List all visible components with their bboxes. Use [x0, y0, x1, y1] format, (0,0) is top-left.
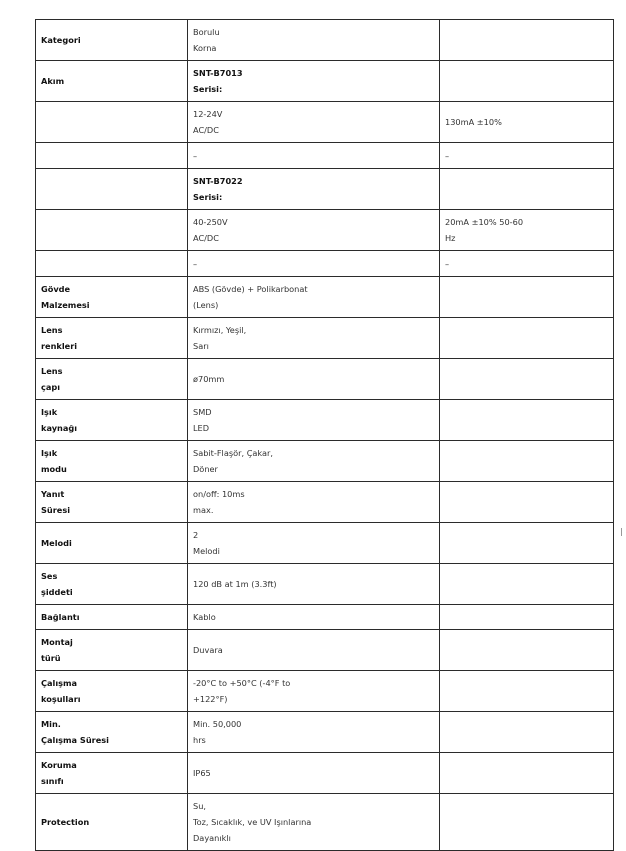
spec-value-cell — [188, 482, 440, 523]
spec-extra-cell — [440, 794, 614, 851]
table-row — [36, 794, 614, 851]
spec-label-cell — [36, 523, 188, 564]
spec-label-text: Montaj — [41, 637, 73, 647]
spec-value-text: Serisi: — [193, 192, 223, 202]
spec-value-text: Kırmızı, Yeşil, — [193, 325, 247, 335]
spec-label-cell — [36, 20, 188, 61]
spec-label-text: Çalışma Süresi — [41, 735, 109, 745]
spec-extra-cell — [440, 523, 614, 564]
spec-extra-cell — [440, 169, 614, 210]
spec-value-text: 2 — [193, 530, 199, 540]
table-row — [36, 441, 614, 482]
spec-value-cell — [188, 20, 440, 61]
spec-label-text: Lens — [41, 325, 63, 335]
spec-value-text: – — [193, 258, 198, 269]
spec-value-cell — [188, 251, 440, 277]
spec-extra-cell — [440, 753, 614, 794]
spec-extra-cell — [440, 712, 614, 753]
spec-label-cell — [36, 143, 188, 169]
spec-value-text: Su, — [193, 801, 206, 811]
spec-extra-text: – — [445, 258, 450, 269]
spec-value-cell — [188, 102, 440, 143]
spec-value-cell — [188, 630, 440, 671]
table-row — [36, 61, 614, 102]
spec-value-text: ø70mm — [193, 374, 225, 384]
spec-value-text: 120 dB at 1m (3.3ft) — [193, 579, 277, 589]
spec-value-cell — [188, 61, 440, 102]
spec-value-text: SNT-B7022 — [193, 176, 243, 186]
spec-value-cell — [188, 359, 440, 400]
table-row — [36, 712, 614, 753]
spec-label-cell — [36, 753, 188, 794]
spec-value-text: AC/DC — [193, 233, 219, 243]
table-row — [36, 482, 614, 523]
spec-extra-text: 130mA ±10% — [445, 117, 502, 127]
spec-value-cell — [188, 712, 440, 753]
table-row — [36, 671, 614, 712]
spec-value-cell — [188, 277, 440, 318]
spec-value-cell — [188, 400, 440, 441]
spec-value-text: SNT-B7013 — [193, 68, 243, 78]
spec-label-text: modu — [41, 464, 67, 474]
spec-value-cell — [188, 523, 440, 564]
table-row — [36, 143, 614, 169]
spec-label-text: Koruma — [41, 760, 77, 770]
table-row — [36, 169, 614, 210]
table-row — [36, 359, 614, 400]
spec-extra-cell — [440, 102, 614, 143]
spec-value-text: Dayanıklı — [193, 833, 231, 843]
spec-label-text: Lens — [41, 366, 63, 376]
spec-value-cell — [188, 753, 440, 794]
spec-label-cell — [36, 359, 188, 400]
spec-extra-cell — [440, 277, 614, 318]
spec-label-text: Yanıt — [41, 489, 65, 499]
spec-value-text: Sarı — [193, 341, 209, 351]
spec-label-text: şiddeti — [41, 587, 73, 597]
spec-label-text: Kategori — [41, 35, 81, 45]
spec-extra-cell — [440, 61, 614, 102]
spec-extra-cell — [440, 210, 614, 251]
spec-value-cell — [188, 564, 440, 605]
spec-value-text: Toz, Sıcaklık, ve UV Işınlarına — [193, 817, 312, 827]
table-row — [36, 564, 614, 605]
spec-label-cell — [36, 630, 188, 671]
table-row — [36, 102, 614, 143]
spec-value-cell — [188, 143, 440, 169]
spec-value-cell — [188, 210, 440, 251]
table-row — [36, 251, 614, 277]
spec-label-text: Malzemesi — [41, 300, 90, 310]
spec-value-text: Borulu — [193, 27, 220, 37]
spec-value-text: 12-24V — [193, 109, 223, 119]
spec-label-cell — [36, 712, 188, 753]
spec-extra-cell — [440, 564, 614, 605]
spec-label-cell — [36, 277, 188, 318]
table-row — [36, 210, 614, 251]
spec-label-cell — [36, 794, 188, 851]
spec-table — [35, 19, 614, 851]
spec-label-cell — [36, 318, 188, 359]
table-row — [36, 20, 614, 61]
spec-value-text: on/off: 10ms — [193, 489, 245, 499]
spec-extra-text: – — [445, 150, 450, 161]
spec-label-text: Bağlantı — [41, 612, 80, 622]
spec-value-text: AC/DC — [193, 125, 219, 135]
spec-label-text: kaynağı — [41, 423, 78, 433]
spec-label-text: sınıfı — [41, 776, 64, 786]
spec-label-text: türü — [41, 653, 61, 663]
spec-value-text: ABS (Gövde) + Polikarbonat — [193, 284, 308, 294]
spec-label-cell — [36, 400, 188, 441]
spec-value-text: Melodi — [193, 546, 220, 556]
spec-extra-text: Hz — [445, 233, 456, 243]
spec-label-text: Işık — [41, 407, 58, 417]
spec-value-text: – — [193, 150, 198, 161]
spec-extra-cell — [440, 318, 614, 359]
spec-label-text: Gövde — [41, 284, 71, 294]
table-row — [36, 277, 614, 318]
spec-value-text: Sabit-Flaşör, Çakar, — [193, 448, 274, 458]
spec-label-cell — [36, 169, 188, 210]
spec-value-text: Min. 50,000 — [193, 719, 242, 729]
spec-label-text: renkleri — [41, 341, 78, 351]
spec-value-text: hrs — [193, 735, 206, 745]
spec-extra-cell — [440, 143, 614, 169]
spec-label-cell — [36, 210, 188, 251]
table-row — [36, 753, 614, 794]
spec-extra-text: 20mA ±10% 50-60 — [445, 217, 524, 227]
spec-label-text: Protection — [41, 817, 90, 827]
table-row — [36, 400, 614, 441]
spec-value-text: -20°C to +50°C (-4°F to — [193, 678, 291, 688]
spec-value-text: Serisi: — [193, 84, 223, 94]
table-row — [36, 523, 614, 564]
spec-extra-cell — [440, 671, 614, 712]
spec-value-text: +122°F) — [193, 694, 228, 704]
spec-label-cell — [36, 102, 188, 143]
spec-extra-cell — [440, 359, 614, 400]
spec-value-text: Duvara — [193, 645, 223, 655]
spec-extra-cell — [440, 605, 614, 630]
spec-extra-cell — [440, 251, 614, 277]
spec-label-cell — [36, 564, 188, 605]
spec-label-text: Işık — [41, 448, 58, 458]
spec-value-cell — [188, 794, 440, 851]
spec-label-cell — [36, 251, 188, 277]
spec-label-cell — [36, 671, 188, 712]
spec-value-cell — [188, 605, 440, 630]
spec-value-text: max. — [193, 505, 214, 515]
spec-table-body — [36, 20, 614, 851]
spec-extra-cell — [440, 482, 614, 523]
spec-label-cell — [36, 441, 188, 482]
spec-label-text: koşulları — [41, 694, 81, 704]
spec-value-text: SMD — [193, 407, 212, 417]
spec-label-cell — [36, 61, 188, 102]
spec-value-text: 40-250V — [193, 217, 228, 227]
spec-value-text: LED — [193, 423, 210, 433]
spec-label-text: Çalışma — [41, 678, 78, 688]
spec-extra-cell — [440, 630, 614, 671]
spec-label-text: Melodi — [41, 538, 72, 548]
spec-value-text: (Lens) — [193, 300, 219, 310]
spec-value-text: IP65 — [193, 768, 211, 778]
spec-label-cell — [36, 482, 188, 523]
spec-value-cell — [188, 169, 440, 210]
spec-label-text: Süresi — [41, 505, 70, 515]
table-row — [36, 630, 614, 671]
spec-extra-cell — [440, 400, 614, 441]
spec-value-text: Korna — [193, 43, 217, 53]
table-row — [36, 605, 614, 630]
spec-label-text: Min. — [41, 719, 61, 729]
spec-value-text: Kablo — [193, 612, 216, 622]
spec-value-text: Döner — [193, 464, 218, 474]
spec-value-cell — [188, 318, 440, 359]
spec-label-text: çapı — [41, 382, 61, 392]
spec-value-cell — [188, 441, 440, 482]
table-row — [36, 318, 614, 359]
scroll-marker — [621, 528, 622, 536]
spec-value-cell — [188, 671, 440, 712]
spec-label-cell — [36, 605, 188, 630]
spec-extra-cell — [440, 20, 614, 61]
spec-extra-cell — [440, 441, 614, 482]
spec-label-text: Ses — [41, 571, 58, 581]
spec-label-text: Akım — [41, 76, 65, 86]
